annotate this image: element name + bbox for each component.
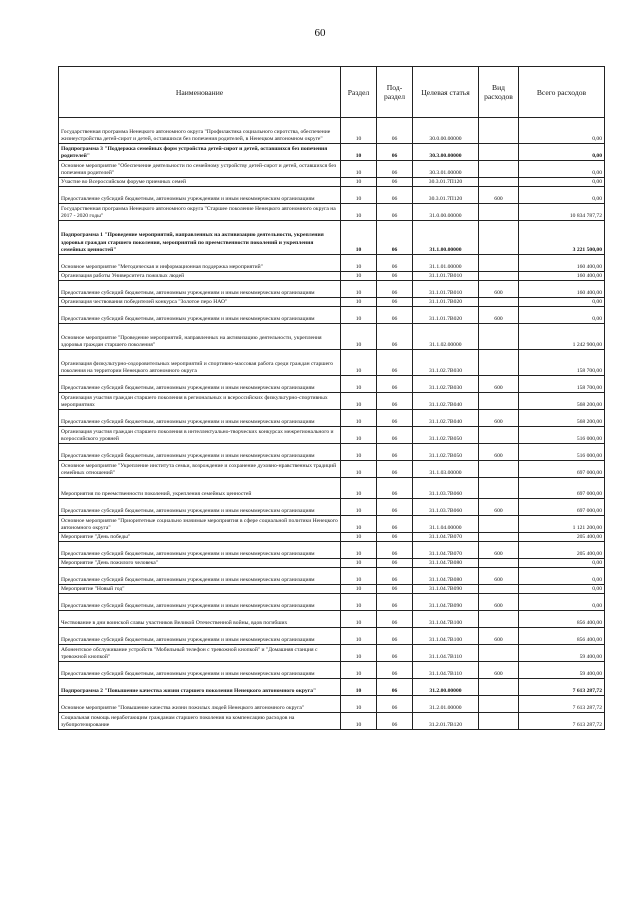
- row-vid: [479, 324, 519, 350]
- row-target: 30.3.01.7П120: [413, 187, 479, 204]
- row-vid: [479, 298, 519, 307]
- row-vid: 600: [479, 410, 519, 427]
- row-razdel: 10: [341, 376, 377, 393]
- row-name: Предоставление субсидий бюджетным, автономным учреждениям и иным некоммерческим организациям: [59, 499, 341, 516]
- row-razdel: 10: [341, 187, 377, 204]
- row-razdel: 10: [341, 516, 377, 533]
- row-vid: 600: [479, 444, 519, 461]
- row-razdel: 10: [341, 324, 377, 350]
- row-razdel: 10: [341, 272, 377, 281]
- row-sum: 0,00: [519, 161, 605, 178]
- table-row: [59, 393, 605, 410]
- row-vid: 600: [479, 187, 519, 204]
- row-vid: 600: [479, 376, 519, 393]
- row-razdel: 10: [341, 461, 377, 478]
- row-sum: 697 000,00: [519, 478, 605, 499]
- row-sum: 1 242 900,00: [519, 324, 605, 350]
- row-razdel: 10: [341, 679, 377, 696]
- row-sum: 10 834 787,72: [519, 204, 605, 221]
- row-podrazdel: 06: [377, 645, 413, 662]
- row-razdel: 10: [341, 585, 377, 594]
- row-sum: 158 700,00: [519, 376, 605, 393]
- row-podrazdel: 06: [377, 307, 413, 324]
- row-podrazdel: 06: [377, 611, 413, 628]
- row-target: 31.1.02.00000: [413, 324, 479, 350]
- row-target: 30.3.00.00000: [413, 144, 479, 161]
- row-target: 31.1.04.7В090: [413, 585, 479, 594]
- table-row: [59, 478, 605, 499]
- row-podrazdel: 06: [377, 542, 413, 559]
- row-razdel: 10: [341, 118, 377, 144]
- row-sum: 697 000,00: [519, 461, 605, 478]
- row-podrazdel: 06: [377, 118, 413, 144]
- table-row: [59, 376, 605, 393]
- table-row: [59, 410, 605, 427]
- row-razdel: 10: [341, 444, 377, 461]
- row-vid: 600: [479, 594, 519, 611]
- row-razdel: 10: [341, 696, 377, 713]
- table-row: [59, 696, 605, 713]
- row-podrazdel: 06: [377, 376, 413, 393]
- row-vid: [479, 221, 519, 255]
- row-vid: 600: [479, 499, 519, 516]
- row-sum: 160 400,00: [519, 281, 605, 298]
- header-podrazdel: Под-раздел: [377, 67, 413, 118]
- row-name: Предоставление субсидий бюджетным, автономным учреждениям и иным некоммерческим организациям: [59, 187, 341, 204]
- row-podrazdel: 06: [377, 255, 413, 272]
- row-name: Мероприятие "День пожилого человека": [59, 559, 341, 568]
- row-podrazdel: 06: [377, 187, 413, 204]
- row-name: Государственная программа Ненецкого автономного округа "Профилактика социального сиротства, обеспечение жизнеустройства детей-сирот и детей, оставшихся без попечения родителей, в Ненецком автономном округе": [59, 118, 341, 144]
- table-row: [59, 324, 605, 350]
- row-target: 31.1.04.7В070: [413, 542, 479, 559]
- row-target: 31.1.02.7В030: [413, 350, 479, 376]
- row-podrazdel: 06: [377, 696, 413, 713]
- row-target: 31.2.00.00000: [413, 679, 479, 696]
- row-vid: [479, 178, 519, 187]
- row-name: Подпрограмма 1 "Проведение мероприятий, направленных на активизацию деятельности, укрепления здоровья граждан старшего поколения, мероприятий по преемственности поколений и укрепления семейных ценностей": [59, 221, 341, 255]
- row-podrazdel: 06: [377, 499, 413, 516]
- row-name: Организация физкультурно-оздоровительных мероприятий и спортивно-массовая работа среди граждан старшего поколения на территории Ненецкого автономного округа: [59, 350, 341, 376]
- row-podrazdel: 06: [377, 410, 413, 427]
- row-sum: 158 700,00: [519, 350, 605, 376]
- page-number: 60: [314, 27, 326, 39]
- row-razdel: 10: [341, 178, 377, 187]
- row-target: 30.0.00.00000: [413, 118, 479, 144]
- header-vid: Вид расходов: [479, 67, 519, 118]
- row-sum: 0,00: [519, 144, 605, 161]
- row-razdel: 10: [341, 594, 377, 611]
- header-razdel: Раздел: [341, 67, 377, 118]
- row-sum: 7 613 287,72: [519, 696, 605, 713]
- table-row: [59, 679, 605, 696]
- row-podrazdel: 06: [377, 594, 413, 611]
- row-razdel: 10: [341, 161, 377, 178]
- row-vid: [479, 516, 519, 533]
- table-row: [59, 594, 605, 611]
- row-name: Организация работы Университета пожилых людей: [59, 272, 341, 281]
- row-vid: [479, 478, 519, 499]
- row-target: 30.3.01.7П120: [413, 178, 479, 187]
- row-razdel: 10: [341, 645, 377, 662]
- row-podrazdel: 06: [377, 350, 413, 376]
- table-row: [59, 662, 605, 679]
- row-razdel: 10: [341, 542, 377, 559]
- row-podrazdel: 06: [377, 221, 413, 255]
- row-target: 31.1.04.7В100: [413, 628, 479, 645]
- row-podrazdel: 06: [377, 324, 413, 350]
- row-vid: [479, 611, 519, 628]
- row-razdel: 10: [341, 628, 377, 645]
- row-razdel: 10: [341, 204, 377, 221]
- table-row: [59, 559, 605, 568]
- row-podrazdel: 06: [377, 393, 413, 410]
- budget-table: [58, 66, 605, 730]
- row-vid: [479, 713, 519, 730]
- header-name: Наименование: [59, 67, 341, 118]
- row-name: Основное мероприятие "Методическая и информационная поддержка мероприятий": [59, 255, 341, 272]
- table-row: [59, 350, 605, 376]
- row-sum: 516 000,00: [519, 427, 605, 444]
- row-name: Предоставление субсидий бюджетным, автономным учреждениям и иным некоммерческим организациям: [59, 628, 341, 645]
- table-row: [59, 444, 605, 461]
- row-sum: 0,00: [519, 568, 605, 585]
- row-vid: [479, 393, 519, 410]
- row-target: 31.1.00.00000: [413, 221, 479, 255]
- row-target: 31.1.04.7В070: [413, 533, 479, 542]
- row-vid: [479, 118, 519, 144]
- row-podrazdel: 06: [377, 204, 413, 221]
- header-target: Целевая статья: [413, 67, 479, 118]
- row-name: Мероприятие "День победы": [59, 533, 341, 542]
- row-name: Предоставление субсидий бюджетным, автономным учреждениям и иным некоммерческим организациям: [59, 410, 341, 427]
- row-vid: 600: [479, 628, 519, 645]
- row-razdel: 10: [341, 393, 377, 410]
- table-body: [59, 118, 605, 730]
- row-podrazdel: 06: [377, 461, 413, 478]
- row-podrazdel: 06: [377, 444, 413, 461]
- row-target: 31.2.01.00000: [413, 696, 479, 713]
- table-row: [59, 516, 605, 533]
- row-sum: 1 121 200,00: [519, 516, 605, 533]
- row-sum: 856 400,00: [519, 628, 605, 645]
- row-vid: [479, 533, 519, 542]
- table-row: [59, 281, 605, 298]
- row-name: Предоставление субсидий бюджетным, автономным учреждениям и иным некоммерческим организациям: [59, 542, 341, 559]
- row-name: Подпрограмма 3 "Поддержка семейных форм устройства детей-сирот и детей, оставшихся без попечения родителей": [59, 144, 341, 161]
- row-razdel: 10: [341, 221, 377, 255]
- row-target: 31.1.02.7В030: [413, 376, 479, 393]
- row-sum: 0,00: [519, 559, 605, 568]
- table-row: [59, 178, 605, 187]
- row-vid: 600: [479, 568, 519, 585]
- row-name: Мероприятия по преемственности поколений, укрепления семейных ценностей: [59, 478, 341, 499]
- row-name: Предоставление субсидий бюджетным, автономным учреждениям и иным некоммерческим организациям: [59, 594, 341, 611]
- row-razdel: 10: [341, 568, 377, 585]
- row-name: Основное мероприятие "Повышение качества жизни пожилых людей Ненецкого автономного округа": [59, 696, 341, 713]
- table-row: [59, 298, 605, 307]
- row-sum: 59 400,00: [519, 645, 605, 662]
- row-target: 31.1.01.7В010: [413, 272, 479, 281]
- table-row: [59, 533, 605, 542]
- row-razdel: 10: [341, 307, 377, 324]
- row-sum: 7 613 287,72: [519, 679, 605, 696]
- row-podrazdel: 06: [377, 628, 413, 645]
- row-name: Мероприятие "Новый год": [59, 585, 341, 594]
- row-vid: [479, 350, 519, 376]
- row-target: 31.1.04.7В080: [413, 559, 479, 568]
- row-razdel: 10: [341, 559, 377, 568]
- row-podrazdel: 06: [377, 662, 413, 679]
- row-razdel: 10: [341, 144, 377, 161]
- row-name: Организация участия граждан старшего поколения в региональных и всероссийских физкультурно-спортивных мероприятиях: [59, 393, 341, 410]
- row-razdel: 10: [341, 427, 377, 444]
- row-target: 31.1.03.00000: [413, 461, 479, 478]
- row-sum: 568 200,00: [519, 410, 605, 427]
- row-target: 31.1.01.7В020: [413, 307, 479, 324]
- row-sum: 205 400,00: [519, 533, 605, 542]
- row-vid: [479, 679, 519, 696]
- table-row: [59, 585, 605, 594]
- row-name: Предоставление субсидий бюджетным, автономным учреждениям и иным некоммерческим организациям: [59, 376, 341, 393]
- row-vid: 600: [479, 662, 519, 679]
- row-vid: [479, 272, 519, 281]
- row-podrazdel: 06: [377, 713, 413, 730]
- row-razdel: 10: [341, 350, 377, 376]
- row-name: Организация участия граждан старшего поколения в интеллектуально-творческих конкурсах межрегионального и всероссийского уровней: [59, 427, 341, 444]
- table-row: [59, 144, 605, 161]
- row-vid: 600: [479, 281, 519, 298]
- row-sum: 568 200,00: [519, 393, 605, 410]
- row-podrazdel: 06: [377, 568, 413, 585]
- row-sum: 516 000,00: [519, 444, 605, 461]
- row-name: Предоставление субсидий бюджетным, автономным учреждениям и иным некоммерческим организациям: [59, 307, 341, 324]
- table-row: [59, 161, 605, 178]
- row-target: 31.1.04.7В090: [413, 594, 479, 611]
- row-sum: 0,00: [519, 187, 605, 204]
- row-name: Участие во Всероссийском форуме приемных семей: [59, 178, 341, 187]
- row-razdel: 10: [341, 662, 377, 679]
- row-name: Социальная помощь неработающим гражданам старшего поколения на компенсацию расходов на зубопротезирование: [59, 713, 341, 730]
- row-razdel: 10: [341, 298, 377, 307]
- row-name: Основное мероприятие "Укрепление института семьи, возрождение и сохранение духовно-нравственных традиций семейных отношений": [59, 461, 341, 478]
- row-razdel: 10: [341, 255, 377, 272]
- row-podrazdel: 06: [377, 427, 413, 444]
- row-razdel: 10: [341, 410, 377, 427]
- row-target: 31.1.04.7В110: [413, 662, 479, 679]
- row-target: 31.2.01.7В120: [413, 713, 479, 730]
- row-name: Абонентское обслуживание устройств "Мобильный телефон с тревожной кнопкой" и "Домашняя станция с тревожной кнопкой": [59, 645, 341, 662]
- table-row: [59, 568, 605, 585]
- row-podrazdel: 06: [377, 533, 413, 542]
- row-vid: [479, 161, 519, 178]
- row-sum: 0,00: [519, 298, 605, 307]
- row-target: 31.1.02.7В050: [413, 427, 479, 444]
- row-target: 31.1.03.7В060: [413, 499, 479, 516]
- table-header-row: [59, 67, 605, 118]
- row-sum: 0,00: [519, 307, 605, 324]
- table-row: [59, 204, 605, 221]
- table-row: [59, 118, 605, 144]
- row-vid: 600: [479, 542, 519, 559]
- row-vid: [479, 696, 519, 713]
- row-podrazdel: 06: [377, 144, 413, 161]
- row-name: Подпрограмма 2 "Повышение качества жизни старшего поколения Ненецкого автономного округа": [59, 679, 341, 696]
- table-row: [59, 628, 605, 645]
- row-sum: 0,00: [519, 178, 605, 187]
- row-vid: [479, 427, 519, 444]
- row-target: 31.1.01.00000: [413, 255, 479, 272]
- row-podrazdel: 06: [377, 516, 413, 533]
- row-target: 31.0.00.00000: [413, 204, 479, 221]
- row-target: 31.1.02.7В050: [413, 444, 479, 461]
- row-vid: [479, 204, 519, 221]
- row-target: 31.1.04.7В100: [413, 611, 479, 628]
- row-vid: [479, 559, 519, 568]
- table-row: [59, 255, 605, 272]
- row-target: 31.1.04.7В080: [413, 568, 479, 585]
- table-row: [59, 713, 605, 730]
- row-name: Чествование в дни воинской славы участников Великой Отечественной войны, вдов погибших: [59, 611, 341, 628]
- row-vid: [479, 585, 519, 594]
- row-razdel: 10: [341, 713, 377, 730]
- row-name: Основное мероприятие "Обеспечение деятельности по семейному устройству детей-сирот и детей, оставшихся без попечения родителей": [59, 161, 341, 178]
- row-name: Предоставление субсидий бюджетным, автономным учреждениям и иным некоммерческим организациям: [59, 281, 341, 298]
- table-row: [59, 427, 605, 444]
- row-sum: 160 400,00: [519, 255, 605, 272]
- row-podrazdel: 06: [377, 478, 413, 499]
- row-sum: 0,00: [519, 594, 605, 611]
- row-razdel: 10: [341, 533, 377, 542]
- row-target: 31.1.04.7В110: [413, 645, 479, 662]
- row-target: 31.1.02.7В040: [413, 393, 479, 410]
- header-total: Всего расходов: [519, 67, 605, 118]
- row-target: 31.1.01.7В020: [413, 298, 479, 307]
- row-podrazdel: 06: [377, 585, 413, 594]
- row-name: Государственная программа Ненецкого автономного округа "Старшее поколение Ненецкого автономного округа на 2017 - 2020 годы": [59, 204, 341, 221]
- table-row: [59, 221, 605, 255]
- table-row: [59, 307, 605, 324]
- table-row: [59, 499, 605, 516]
- row-vid: [479, 255, 519, 272]
- table-row: [59, 187, 605, 204]
- table-row: [59, 645, 605, 662]
- table-row: [59, 272, 605, 281]
- row-vid: 600: [479, 307, 519, 324]
- row-target: 30.3.01.00000: [413, 161, 479, 178]
- row-podrazdel: 06: [377, 272, 413, 281]
- row-sum: 205 400,00: [519, 542, 605, 559]
- row-sum: 59 400,00: [519, 662, 605, 679]
- row-razdel: 10: [341, 499, 377, 516]
- row-vid: [479, 645, 519, 662]
- row-name: Организация чествования победителей конкурса "Золотое перо НАО": [59, 298, 341, 307]
- row-podrazdel: 06: [377, 178, 413, 187]
- row-razdel: 10: [341, 281, 377, 298]
- row-sum: 3 221 500,00: [519, 221, 605, 255]
- row-podrazdel: 06: [377, 559, 413, 568]
- row-podrazdel: 06: [377, 679, 413, 696]
- row-razdel: 10: [341, 611, 377, 628]
- row-sum: 160 400,00: [519, 272, 605, 281]
- row-target: 31.1.03.7В060: [413, 478, 479, 499]
- table-row: [59, 461, 605, 478]
- row-target: 31.1.02.7В040: [413, 410, 479, 427]
- row-podrazdel: 06: [377, 298, 413, 307]
- row-sum: 856 400,00: [519, 611, 605, 628]
- row-vid: [479, 144, 519, 161]
- row-vid: [479, 461, 519, 478]
- row-razdel: 10: [341, 478, 377, 499]
- row-name: Основное мероприятие "Проведение мероприятий, направленных на активизацию деятельности, укрепления здоровья граждан старшего поколения": [59, 324, 341, 350]
- row-name: Предоставление субсидий бюджетным, автономным учреждениям и иным некоммерческим организациям: [59, 662, 341, 679]
- row-sum: 0,00: [519, 118, 605, 144]
- row-podrazdel: 06: [377, 161, 413, 178]
- row-name: Основное мероприятие "Приоритетные социально значимые мероприятия в сфере социальной политики Ненецкого автономного округа": [59, 516, 341, 533]
- row-target: 31.1.01.7В010: [413, 281, 479, 298]
- row-name: Предоставление субсидий бюджетным, автономным учреждениям и иным некоммерческим организациям: [59, 568, 341, 585]
- row-podrazdel: 06: [377, 281, 413, 298]
- row-sum: 0,00: [519, 585, 605, 594]
- table-row: [59, 542, 605, 559]
- row-sum: 697 000,00: [519, 499, 605, 516]
- row-sum: 7 613 287,72: [519, 713, 605, 730]
- row-name: Предоставление субсидий бюджетным, автономным учреждениям и иным некоммерческим организациям: [59, 444, 341, 461]
- row-target: 31.1.04.00000: [413, 516, 479, 533]
- table-row: [59, 611, 605, 628]
